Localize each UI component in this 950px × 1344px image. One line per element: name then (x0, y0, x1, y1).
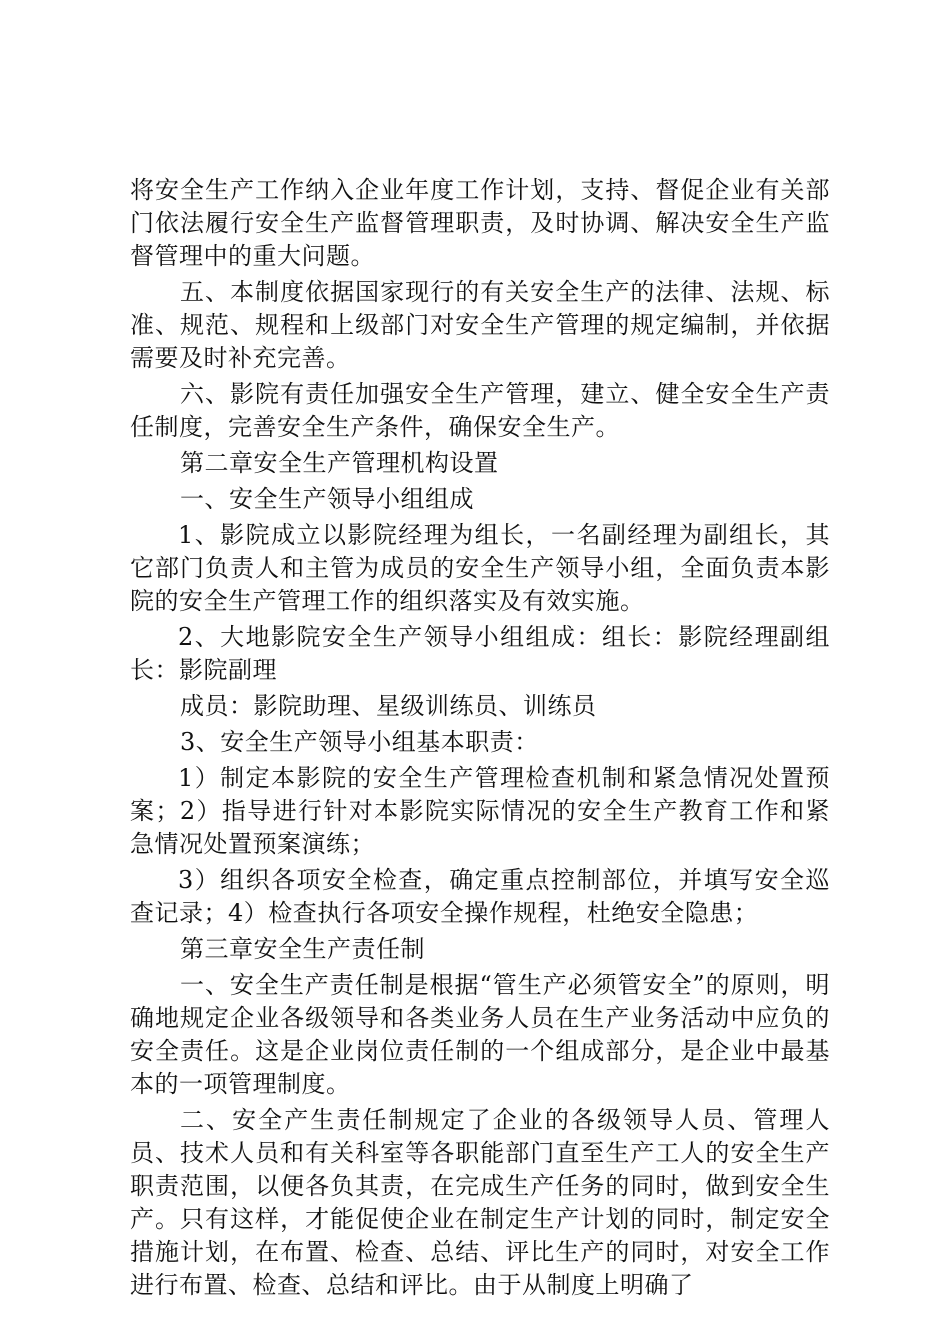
chapter-3-heading: 第三章安全生产责任制 (180, 935, 425, 963)
paragraph-responsibility-2: 二、安全产生责任制规定了企业的各级领导人员、管理人员、技术人员和有关科室等各职能部门直至生产工人的安全生产职责范围，以便各负其责，在完成生产任务的同时，做到安全生产。只有这样，才能促使企业在制定生产计划的同时，制定安全措施计划，在布置、检查、总结、评比生产的同时，对安全工作进行布置、检查、总结和评比。由于从制度上明确了 (130, 1106, 830, 1299)
paragraph-duties-1-2: 1）制定本影院的安全生产管理检查机制和紧急情况处置预案；2）指导进行针对本影院实际情况的安全生产教育工作和紧急情况处置预案演练； (130, 764, 830, 858)
paragraph-3: 3、安全生产领导小组基本职责： (180, 728, 539, 756)
paragraph-1: 1、影院成立以影院经理为组长，一名副经理为副组长，其它部门负责人和主管为成员的安全生产领导小组，全面负责本影院的安全生产管理工作的组织落实及有效实施。 (130, 521, 830, 615)
chapter-2-heading: 第二章安全生产管理机构设置 (180, 449, 499, 477)
paragraph-duties-3-4: 3）组织各项安全检查，确定重点控制部位，并填写安全巡查记录；4）检查执行各项安全操作规程，杜绝安全隐患； (130, 866, 830, 927)
document-body (130, 174, 830, 1305)
paragraph-2: 2、大地影院安全生产领导小组组成：组长：影院经理副组长：影院副理 (130, 623, 830, 684)
paragraph-item-5: 五、本制度依据国家现行的有关安全生产的法律、法规、标准、规范、规程和上级部门对安全生产管理的规定编制，并依据需要及时补充完善。 (130, 278, 830, 372)
paragraph-item-6: 六、影院有责任加强安全生产管理，建立、健全安全生产责任制度，完善安全生产条件，确保安全生产。 (130, 380, 830, 441)
paragraph-members: 成员：影院助理、星级训练员、训练员 (180, 692, 597, 720)
paragraph-continuation: 将安全生产工作纳入企业年度工作计划，支持、督促企业有关部门依法履行安全生产监督管理职责，及时协调、解决安全生产监督管理中的重大问题。 (130, 176, 830, 270)
paragraph-responsibility-1: 一、安全生产责任制是根据“管生产必须管安全”的原则，明确地规定企业各级领导和各类业务人员在生产业务活动中应负的安全责任。这是企业岗位责任制的一个组成部分，是企业中最基本的一项管理制度。 (130, 971, 830, 1098)
section-heading-1: 一、安全生产领导小组组成 (180, 485, 474, 513)
